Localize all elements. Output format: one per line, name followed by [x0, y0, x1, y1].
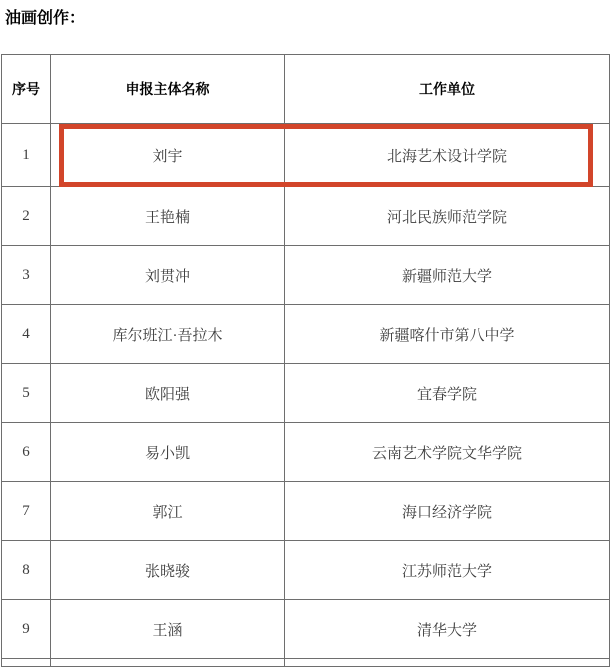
table-header	[2, 55, 610, 124]
work-unit-cell	[285, 659, 610, 667]
table-row	[2, 305, 610, 364]
applicant-name-cell: 张晓骏	[51, 541, 285, 600]
row-number-cell: 5	[2, 364, 51, 423]
work-unit-cell: 河北民族师范学院	[285, 187, 610, 246]
table-row-cutoff	[2, 659, 610, 667]
applicant-name-cell	[51, 659, 285, 667]
applicant-name-cell: 郭江	[51, 482, 285, 541]
row-number-cell: 6	[2, 423, 51, 482]
table-header-row	[2, 55, 610, 124]
page-title: 油画创作：	[5, 10, 86, 27]
work-unit-cell: 云南艺术学院文华学院	[285, 423, 610, 482]
applicant-name-cell: 欧阳强	[51, 364, 285, 423]
header-serial-number: 序号	[2, 55, 51, 124]
header-work-unit: 工作单位	[285, 55, 610, 124]
work-unit-cell: 清华大学	[285, 600, 610, 659]
row-number-cell: 9	[2, 600, 51, 659]
row-number-cell: 1	[2, 124, 51, 187]
work-unit-cell: 海口经济学院	[285, 482, 610, 541]
row-number-cell	[2, 659, 51, 667]
table-row	[2, 423, 610, 482]
table-body	[2, 124, 610, 659]
table-row	[2, 246, 610, 305]
applicant-name-cell: 王艳楠	[51, 187, 285, 246]
row-number-cell: 4	[2, 305, 51, 364]
table-row	[2, 541, 610, 600]
table-row	[2, 124, 610, 187]
work-unit-cell: 新疆师范大学	[285, 246, 610, 305]
row-number-cell: 8	[2, 541, 51, 600]
applicant-name-cell: 库尔班江·吾拉木	[51, 305, 285, 364]
applicant-name-cell: 刘宇	[51, 124, 285, 187]
row-number-cell: 2	[2, 187, 51, 246]
table-row	[2, 364, 610, 423]
work-unit-cell: 北海艺术设计学院	[285, 124, 610, 187]
applicants-table	[1, 54, 610, 667]
row-number-cell: 3	[2, 246, 51, 305]
table-partial-row-container	[2, 659, 610, 667]
table-row	[2, 482, 610, 541]
row-number-cell: 7	[2, 482, 51, 541]
work-unit-cell: 新疆喀什市第八中学	[285, 305, 610, 364]
work-unit-cell: 江苏师范大学	[285, 541, 610, 600]
applicant-name-cell: 易小凯	[51, 423, 285, 482]
table-row	[2, 600, 610, 659]
header-applicant-name: 申报主体名称	[51, 55, 285, 124]
work-unit-cell: 宜春学院	[285, 364, 610, 423]
table-row	[2, 187, 610, 246]
applicant-name-cell: 刘贯冲	[51, 246, 285, 305]
applicant-name-cell: 王涵	[51, 600, 285, 659]
